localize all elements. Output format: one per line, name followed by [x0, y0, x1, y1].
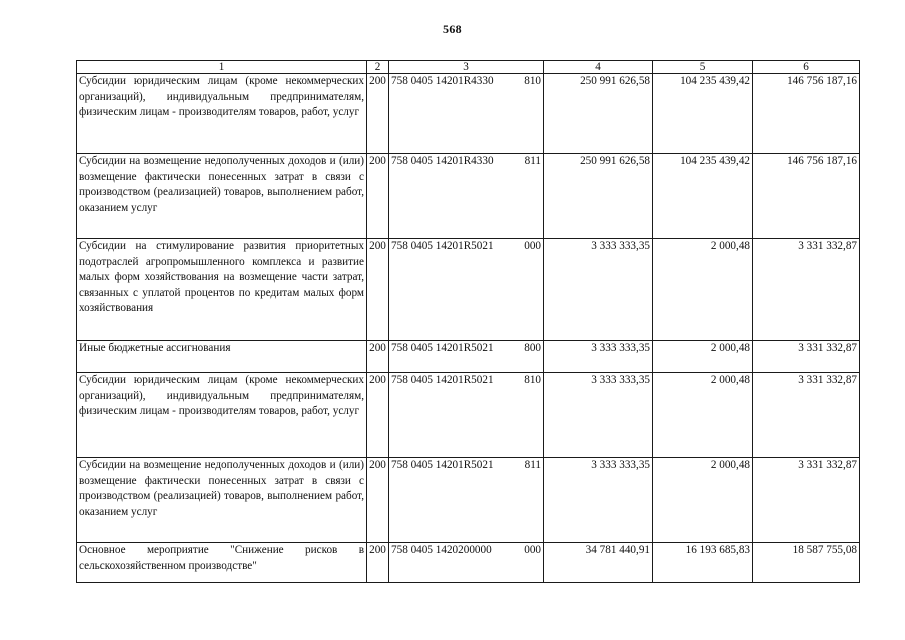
row-description: Субсидии на возмещение недополученных доходов и (или) возмещение фактически понесенных затрат в связи с производством (реализацией) товаров, выполнением работ, оказанием услуг: [77, 154, 367, 239]
row-col2: 200: [367, 543, 389, 583]
table-row: [77, 154, 860, 239]
row-code: 758 0405 14201R5021: [391, 342, 494, 354]
row-code: 758 0405 14201R5021: [391, 374, 494, 386]
row-expense-type: 000: [524, 240, 541, 252]
row-col5: 2 000,48: [653, 341, 753, 373]
row-description: Субсидии юридическим лицам (кроме некоммерческих организаций), индивидуальным предпринимателям, физическим лицам - производителям товаров, работ, услуг: [77, 74, 367, 154]
row-col5: 104 235 439,42: [653, 74, 753, 154]
table-row: [77, 239, 860, 341]
row-col2: 200: [367, 373, 389, 458]
row-col4: 250 991 626,58: [544, 154, 653, 239]
row-col2: 200: [367, 239, 389, 341]
row-col5: 16 193 685,83: [653, 543, 753, 583]
row-col6: 146 756 187,16: [753, 74, 860, 154]
column-header: 3: [389, 61, 544, 74]
table-row: [77, 543, 860, 583]
row-description: Субсидии юридическим лицам (кроме некоммерческих организаций), индивидуальным предпринимателям, физическим лицам - производителям товаров, работ, услуг: [77, 373, 367, 458]
column-header: 1: [77, 61, 367, 74]
row-expense-type: 810: [524, 75, 541, 87]
row-col6: 3 331 332,87: [753, 341, 860, 373]
row-description: Субсидии на стимулирование развития приоритетных подотраслей агропромышленного комплекса и развитие малых форм хозяйствования на возмещение части затрат, связанных с уплатой процентов по кредитам малых форм хозяйствования: [77, 239, 367, 341]
column-header: 5: [653, 61, 753, 74]
column-header: 2: [367, 61, 389, 74]
row-col4: 3 333 333,35: [544, 373, 653, 458]
row-col6: 18 587 755,08: [753, 543, 860, 583]
row-classification-code: [389, 154, 544, 239]
row-expense-type: 800: [524, 342, 541, 354]
row-code: 758 0405 14201R4330: [391, 75, 494, 87]
row-col6: 3 331 332,87: [753, 239, 860, 341]
row-col4: 34 781 440,91: [544, 543, 653, 583]
table-row: [77, 373, 860, 458]
row-code: 758 0405 14201R5021: [391, 459, 494, 471]
row-classification-code: [389, 239, 544, 341]
row-col2: 200: [367, 74, 389, 154]
row-classification-code: [389, 341, 544, 373]
row-col6: 3 331 332,87: [753, 458, 860, 543]
row-col5: 2 000,48: [653, 373, 753, 458]
table-row: [77, 458, 860, 543]
row-code: 758 0405 1420200000: [391, 544, 492, 556]
row-expense-type: 811: [524, 459, 541, 471]
row-col4: 3 333 333,35: [544, 341, 653, 373]
row-col6: 3 331 332,87: [753, 373, 860, 458]
row-expense-type: 000: [524, 544, 541, 556]
row-classification-code: [389, 373, 544, 458]
table-header-row: [77, 61, 860, 74]
page-number: 568: [443, 22, 462, 36]
table-row: [77, 74, 860, 154]
row-col5: 104 235 439,42: [653, 154, 753, 239]
row-code: 758 0405 14201R5021: [391, 240, 494, 252]
row-col2: 200: [367, 458, 389, 543]
column-header: 6: [753, 61, 860, 74]
row-expense-type: 810: [524, 374, 541, 386]
table-row: [77, 341, 860, 373]
row-col4: 250 991 626,58: [544, 74, 653, 154]
row-classification-code: [389, 543, 544, 583]
row-description: Основное мероприятие "Снижение рисков в сельскохозяйственном производстве": [77, 543, 367, 583]
row-col2: 200: [367, 154, 389, 239]
row-description: Иные бюджетные ассигнования: [77, 341, 367, 373]
row-col5: 2 000,48: [653, 458, 753, 543]
row-col2: 200: [367, 341, 389, 373]
row-classification-code: [389, 458, 544, 543]
column-header: 4: [544, 61, 653, 74]
row-code: 758 0405 14201R4330: [391, 155, 494, 167]
row-classification-code: [389, 74, 544, 154]
row-col5: 2 000,48: [653, 239, 753, 341]
row-expense-type: 811: [524, 155, 541, 167]
budget-table: [76, 60, 860, 583]
row-col4: 3 333 333,35: [544, 239, 653, 341]
row-description: Субсидии на возмещение недополученных доходов и (или) возмещение фактически понесенных затрат в связи с производством (реализацией) товаров, выполнением работ, оказанием услуг: [77, 458, 367, 543]
row-col6: 146 756 187,16: [753, 154, 860, 239]
row-col4: 3 333 333,35: [544, 458, 653, 543]
